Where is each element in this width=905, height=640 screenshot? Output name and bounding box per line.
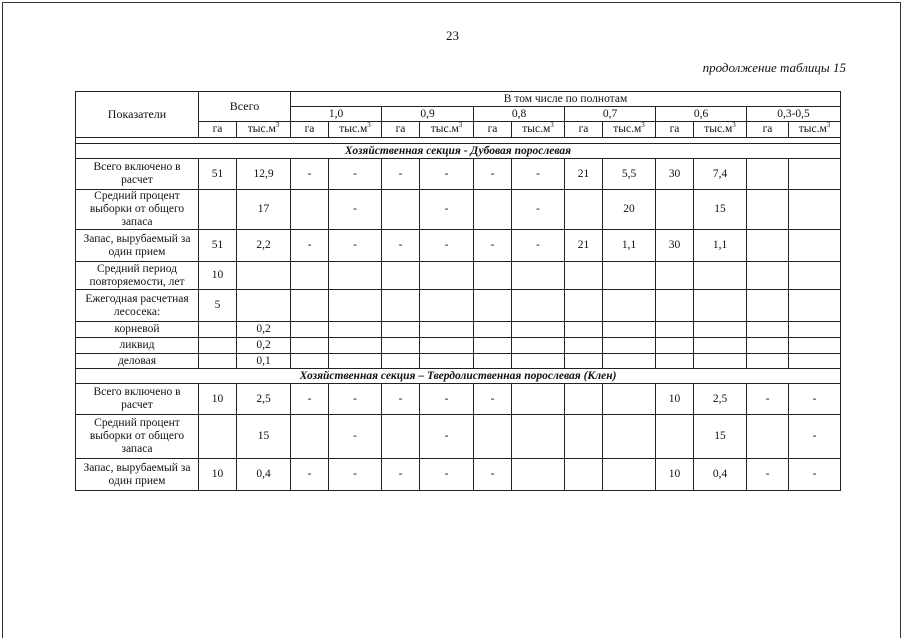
table-body — [76, 144, 841, 491]
table-cell — [603, 338, 656, 354]
table-cell — [237, 262, 291, 290]
table-cell: 51 — [199, 159, 237, 190]
header-density: 0,9 — [382, 107, 474, 122]
table-cell — [565, 354, 603, 369]
table-cell: - — [329, 159, 382, 190]
table-cell: - — [329, 415, 382, 459]
table-row — [76, 384, 841, 415]
header-unit-ha: га — [382, 122, 420, 138]
table-cell: - — [512, 159, 565, 190]
row-label: Всего включено в расчет — [76, 384, 199, 415]
table-cell — [694, 354, 747, 369]
header-unit-volume: $тыс.м^3$ — [329, 122, 382, 138]
row-label: Запас, вырубаемый за один прием — [76, 230, 199, 262]
table-cell — [512, 262, 565, 290]
table-cell: - — [329, 190, 382, 230]
table-row — [76, 459, 841, 491]
header-unit-ha: га — [199, 122, 237, 138]
row-label: Средний период повторяемости, лет — [76, 262, 199, 290]
table-cell — [789, 338, 841, 354]
data-table — [75, 91, 841, 491]
header-unit-ha: га — [565, 122, 603, 138]
table-cell — [474, 354, 512, 369]
table-cell: 30 — [656, 230, 694, 262]
table-cell: 5,5 — [603, 159, 656, 190]
table-cell: - — [420, 159, 474, 190]
table-cell: - — [420, 190, 474, 230]
table-cell: 15 — [694, 415, 747, 459]
table-cell: - — [382, 159, 420, 190]
table-cell — [789, 159, 841, 190]
section-title: Хозяйственная секция – Твердолиственная порослевая (Клен) — [76, 369, 841, 384]
table-cell: - — [474, 459, 512, 491]
table-cell: 2,5 — [694, 384, 747, 415]
table-cell — [565, 384, 603, 415]
table-cell: - — [512, 190, 565, 230]
table-cell — [747, 262, 789, 290]
table-cell — [291, 354, 329, 369]
table-cell: - — [329, 459, 382, 491]
table-cell — [512, 322, 565, 338]
table-cell — [603, 459, 656, 491]
table-cell — [565, 322, 603, 338]
table-cell: - — [747, 459, 789, 491]
table-cell: - — [420, 384, 474, 415]
header-unit-volume: $тыс.м^3$ — [512, 122, 565, 138]
table-cell: - — [291, 384, 329, 415]
table-cell: 17 — [237, 190, 291, 230]
table-cell — [565, 415, 603, 459]
table-cell: - — [382, 459, 420, 491]
table-cell — [199, 190, 237, 230]
table-cell — [474, 415, 512, 459]
table-cell: - — [747, 384, 789, 415]
table-cell — [382, 190, 420, 230]
table-cell — [747, 322, 789, 338]
table-cell: - — [420, 230, 474, 262]
header-unit-ha: га — [747, 122, 789, 138]
table-cell: - — [474, 159, 512, 190]
header-unit-volume: $тыс.м^3$ — [789, 122, 841, 138]
table-row — [76, 230, 841, 262]
table-cell — [603, 384, 656, 415]
table-cell — [382, 354, 420, 369]
section-title: Хозяйственная секция - Дубовая порослевая — [76, 144, 841, 159]
header-total: Всего — [199, 92, 291, 122]
table-cell — [291, 338, 329, 354]
table-cell — [565, 262, 603, 290]
table-cell — [329, 322, 382, 338]
table-cell — [565, 190, 603, 230]
table-cell — [694, 290, 747, 322]
table-cell — [747, 230, 789, 262]
header-density: 1,0 — [291, 107, 382, 122]
table-cell — [474, 190, 512, 230]
table-cell — [656, 415, 694, 459]
table-cell — [694, 262, 747, 290]
table-cell — [199, 338, 237, 354]
header-density: 0,7 — [565, 107, 656, 122]
header-indicators: Показатели — [76, 92, 199, 138]
table-cell — [747, 415, 789, 459]
row-label: деловая — [76, 354, 199, 369]
table-cell — [694, 322, 747, 338]
table-cell: 0,2 — [237, 322, 291, 338]
table-cell — [789, 262, 841, 290]
table-cell — [329, 290, 382, 322]
table-cell: 12,9 — [237, 159, 291, 190]
table-cell — [512, 338, 565, 354]
table-cell — [420, 354, 474, 369]
table-cell: 1,1 — [603, 230, 656, 262]
table-cell — [512, 354, 565, 369]
table-cell — [474, 290, 512, 322]
header-unit-ha: га — [656, 122, 694, 138]
table-cell: - — [512, 230, 565, 262]
table-cell: - — [291, 159, 329, 190]
row-label: Средний процент выборки от общего запаса — [76, 190, 199, 230]
table-cell — [199, 322, 237, 338]
table-cell: - — [420, 459, 474, 491]
table-cell: - — [474, 230, 512, 262]
table-cell: 0,4 — [694, 459, 747, 491]
header-density: 0,6 — [656, 107, 747, 122]
table-cell: 10 — [656, 384, 694, 415]
table-cell — [291, 290, 329, 322]
table-cell: - — [789, 384, 841, 415]
table-cell: 1,1 — [694, 230, 747, 262]
table-cell — [382, 322, 420, 338]
table-row — [76, 415, 841, 459]
table-cell — [199, 415, 237, 459]
table-cell — [329, 262, 382, 290]
row-label: Ежегодная расчетная лесосека: — [76, 290, 199, 322]
table-cell — [329, 338, 382, 354]
table-cell — [512, 415, 565, 459]
table-cell — [656, 190, 694, 230]
table-cell — [603, 322, 656, 338]
table-cell — [420, 322, 474, 338]
table-cell: 5 — [199, 290, 237, 322]
row-label: Запас, вырубаемый за один прием — [76, 459, 199, 491]
table-cell: - — [789, 415, 841, 459]
table-cell — [565, 338, 603, 354]
table-cell — [603, 354, 656, 369]
table-row — [76, 159, 841, 190]
table-cell — [237, 290, 291, 322]
table-cell: - — [382, 230, 420, 262]
table-cell: - — [420, 415, 474, 459]
table-cell — [747, 338, 789, 354]
table-cell — [291, 322, 329, 338]
table-row — [76, 322, 841, 338]
table-caption: продолжение таблицы 15 — [702, 60, 846, 75]
table-cell: 20 — [603, 190, 656, 230]
table-cell — [656, 290, 694, 322]
table-cell — [291, 415, 329, 459]
row-label: корневой — [76, 322, 199, 338]
table-cell — [512, 290, 565, 322]
table-cell — [789, 354, 841, 369]
header-by-density: В том числе по полнотам — [291, 92, 841, 107]
header-unit-volume: $тыс.м^3$ — [694, 122, 747, 138]
header-density: 0,3-0,5 — [747, 107, 841, 122]
table-cell — [474, 322, 512, 338]
table-row — [76, 262, 841, 290]
table-cell — [694, 338, 747, 354]
table-cell — [382, 262, 420, 290]
page-number: 23 — [446, 28, 459, 43]
table-cell — [291, 262, 329, 290]
table-cell — [512, 384, 565, 415]
table-cell — [291, 190, 329, 230]
header-unit-volume: $тыс.м^3$ — [420, 122, 474, 138]
table-cell — [789, 290, 841, 322]
table-cell — [656, 354, 694, 369]
table-cell — [603, 415, 656, 459]
table-cell — [603, 262, 656, 290]
table-cell: 15 — [694, 190, 747, 230]
table-row — [76, 338, 841, 354]
table-cell: 0,4 — [237, 459, 291, 491]
table-cell: 30 — [656, 159, 694, 190]
table-cell — [747, 159, 789, 190]
table-cell — [747, 290, 789, 322]
header-density: 0,8 — [474, 107, 565, 122]
table-cell: 10 — [199, 262, 237, 290]
table-cell — [789, 190, 841, 230]
table-cell: - — [789, 459, 841, 491]
table-cell: - — [329, 230, 382, 262]
table-cell: 15 — [237, 415, 291, 459]
table-cell — [512, 459, 565, 491]
table-cell: 0,1 — [237, 354, 291, 369]
table-cell — [420, 262, 474, 290]
table-cell — [565, 459, 603, 491]
table-cell — [420, 338, 474, 354]
table-cell: 2,5 — [237, 384, 291, 415]
table-cell — [789, 230, 841, 262]
table-cell — [420, 290, 474, 322]
table-cell: - — [474, 384, 512, 415]
table-row — [76, 290, 841, 322]
header-unit-volume: $тыс.м^3$ — [603, 122, 656, 138]
table-cell — [329, 354, 382, 369]
table-cell — [382, 290, 420, 322]
table-cell — [565, 290, 603, 322]
table-cell — [382, 338, 420, 354]
table-cell: - — [329, 384, 382, 415]
table-row — [76, 354, 841, 369]
table-cell — [656, 262, 694, 290]
table-cell: 0,2 — [237, 338, 291, 354]
header-unit-volume: $тыс.м^3$ — [237, 122, 291, 138]
header-unit-ha: га — [291, 122, 329, 138]
table-cell — [199, 354, 237, 369]
table-cell: 10 — [199, 384, 237, 415]
table-cell — [656, 338, 694, 354]
table-cell: 10 — [199, 459, 237, 491]
table-cell — [747, 354, 789, 369]
table-cell — [382, 415, 420, 459]
table-cell — [656, 322, 694, 338]
table-cell: - — [291, 459, 329, 491]
table-cell: 2,2 — [237, 230, 291, 262]
table-cell: 7,4 — [694, 159, 747, 190]
table-cell: - — [291, 230, 329, 262]
table-cell: 21 — [565, 159, 603, 190]
row-label: ликвид — [76, 338, 199, 354]
table-cell: 51 — [199, 230, 237, 262]
table-cell — [603, 290, 656, 322]
header-unit-ha: га — [474, 122, 512, 138]
table-cell: 10 — [656, 459, 694, 491]
row-label: Средний процент выборки от общего запаса — [76, 415, 199, 459]
table-cell — [747, 190, 789, 230]
table-cell — [474, 338, 512, 354]
table-cell: - — [382, 384, 420, 415]
row-label: Всего включено в расчет — [76, 159, 199, 190]
table-cell: 21 — [565, 230, 603, 262]
table-cell — [474, 262, 512, 290]
table-row — [76, 190, 841, 230]
table-cell — [789, 322, 841, 338]
